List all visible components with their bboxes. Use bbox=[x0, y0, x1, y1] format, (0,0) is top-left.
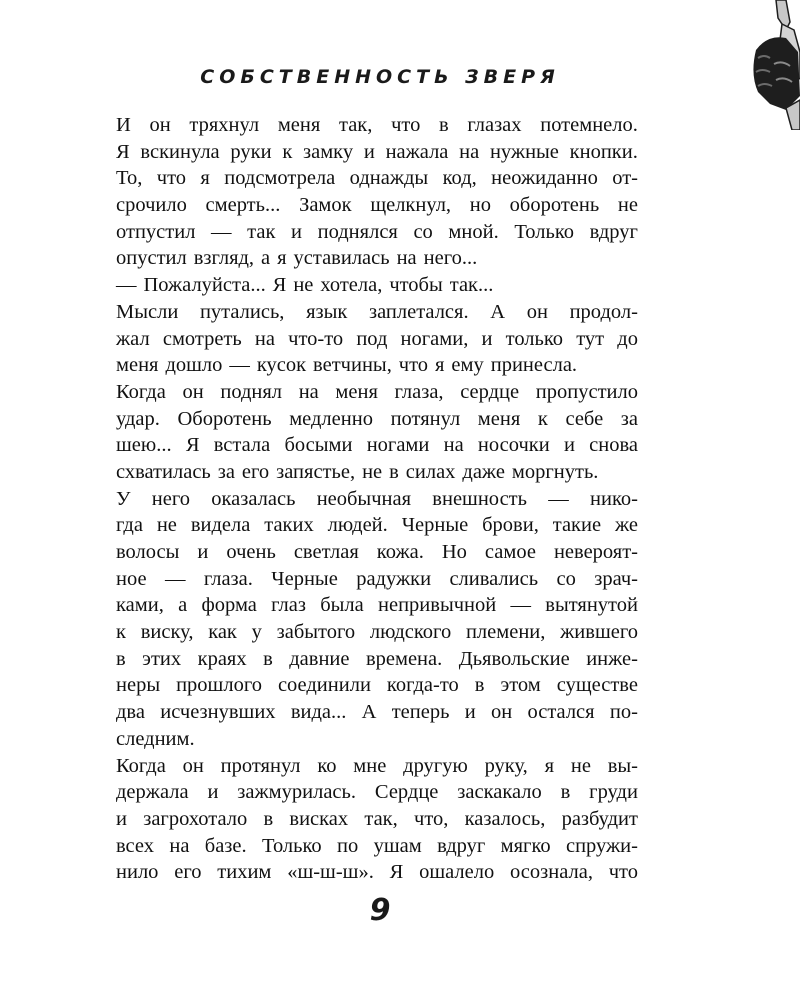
word: на bbox=[396, 247, 417, 270]
word: времена. bbox=[365, 647, 443, 670]
word: у bbox=[251, 621, 262, 644]
word: взгляд, bbox=[193, 247, 255, 270]
word: жившего bbox=[560, 621, 638, 644]
word: его bbox=[241, 460, 270, 483]
text-line bbox=[116, 672, 638, 699]
word: замку bbox=[303, 140, 354, 163]
word: Черные bbox=[271, 567, 338, 590]
word: таких bbox=[264, 514, 314, 537]
word: вдруг bbox=[589, 220, 638, 243]
word: Я bbox=[389, 861, 404, 884]
word: Только bbox=[514, 220, 575, 243]
word: ногами, bbox=[400, 327, 469, 350]
word: кожа. bbox=[376, 541, 424, 563]
word: базе. bbox=[204, 834, 247, 857]
text-line bbox=[116, 806, 638, 833]
word: Только bbox=[261, 834, 322, 857]
word: И bbox=[116, 114, 131, 136]
word: и bbox=[363, 140, 375, 163]
word: он bbox=[182, 380, 204, 403]
word: неры bbox=[116, 674, 161, 697]
word: себе bbox=[565, 407, 604, 430]
word: щелкнул, bbox=[370, 194, 452, 217]
word: отпустил bbox=[116, 220, 196, 243]
word: и bbox=[464, 701, 476, 724]
word: — bbox=[510, 594, 531, 617]
word: Мысли bbox=[116, 300, 179, 323]
word: осознала, bbox=[510, 861, 593, 884]
word: к bbox=[116, 621, 126, 644]
word: невероят- bbox=[553, 541, 638, 563]
word: он bbox=[490, 701, 513, 724]
word: — bbox=[229, 354, 250, 377]
word: руку, bbox=[484, 754, 528, 777]
word: непривычной bbox=[378, 594, 497, 617]
word: — bbox=[164, 567, 186, 590]
word: вытянутой bbox=[545, 594, 638, 617]
word: заскакало bbox=[457, 781, 542, 804]
text-line bbox=[116, 139, 638, 166]
word: мягко bbox=[500, 834, 551, 857]
word: и bbox=[207, 781, 219, 804]
word: на bbox=[254, 327, 275, 350]
word: срочило bbox=[116, 194, 187, 217]
word: Замок bbox=[299, 194, 352, 217]
word: босыми bbox=[284, 434, 353, 457]
text-line bbox=[116, 753, 638, 780]
text-line bbox=[116, 726, 638, 753]
word: ное bbox=[116, 567, 147, 590]
word: дошло bbox=[165, 354, 223, 377]
word: казалось, bbox=[464, 807, 546, 830]
word: ко bbox=[317, 754, 337, 777]
word: к bbox=[537, 407, 548, 430]
word: в bbox=[263, 807, 274, 830]
word: — bbox=[211, 220, 232, 243]
word: что bbox=[391, 114, 421, 136]
word: однажды bbox=[349, 167, 429, 190]
word: заплетался. bbox=[368, 300, 469, 323]
word: не bbox=[617, 194, 638, 217]
word: на bbox=[443, 434, 464, 457]
text-line bbox=[116, 112, 638, 139]
word: соединили bbox=[277, 674, 371, 697]
word: гда bbox=[116, 514, 143, 537]
word: тут bbox=[576, 327, 605, 350]
word: медленно bbox=[289, 407, 373, 430]
word: по- bbox=[609, 701, 638, 724]
word: была bbox=[320, 594, 364, 617]
text-line bbox=[116, 299, 638, 326]
word: инже- bbox=[586, 647, 638, 670]
text-line bbox=[116, 432, 638, 459]
word: путались, bbox=[199, 300, 285, 323]
word: очень bbox=[226, 541, 276, 563]
word: со bbox=[413, 220, 433, 243]
word: шею... bbox=[116, 434, 172, 457]
word: глаза, bbox=[394, 380, 444, 403]
word: Сердце bbox=[374, 781, 439, 804]
word: людей. bbox=[327, 514, 388, 537]
word: как bbox=[208, 621, 237, 644]
word: форма bbox=[201, 594, 257, 617]
word: от- bbox=[612, 167, 638, 190]
word: даже bbox=[462, 460, 505, 483]
word: нажала bbox=[385, 140, 449, 163]
word: так, bbox=[364, 807, 398, 830]
text-line bbox=[116, 699, 638, 726]
word: подсмотрела bbox=[224, 167, 336, 190]
word: в bbox=[116, 647, 126, 670]
word: хотела, bbox=[320, 274, 383, 297]
word: и bbox=[563, 434, 575, 457]
word: только bbox=[505, 327, 564, 350]
word: сердце bbox=[460, 380, 520, 403]
word: носочки bbox=[477, 434, 550, 457]
word: я bbox=[435, 354, 445, 377]
word: Когда bbox=[116, 380, 166, 403]
word: Но bbox=[441, 541, 467, 563]
word: я bbox=[544, 754, 555, 777]
word: и bbox=[481, 327, 493, 350]
beast-claw-illustration bbox=[690, 0, 800, 130]
word: жал bbox=[116, 327, 150, 350]
word: меня bbox=[277, 114, 321, 136]
word: я bbox=[277, 247, 287, 270]
word: принесла. bbox=[490, 354, 578, 377]
text-line bbox=[116, 859, 638, 886]
word: смерть... bbox=[205, 194, 281, 217]
word: А bbox=[361, 701, 377, 724]
word: ками, bbox=[116, 594, 164, 617]
word: по bbox=[337, 834, 359, 857]
word: в bbox=[560, 781, 571, 804]
text-line bbox=[116, 192, 638, 219]
word: что, bbox=[414, 807, 449, 830]
text-line bbox=[116, 165, 638, 192]
word: зажмурилась. bbox=[237, 781, 357, 804]
word: снова bbox=[589, 434, 638, 457]
word: Оборотень bbox=[177, 407, 272, 430]
word: за bbox=[620, 407, 638, 430]
text-line bbox=[116, 539, 638, 566]
word: удар. bbox=[116, 407, 160, 430]
text-line bbox=[116, 326, 638, 353]
word: не bbox=[362, 460, 383, 483]
word: пропустило bbox=[535, 380, 638, 403]
word: глаз bbox=[271, 594, 306, 617]
word: продол- bbox=[569, 300, 638, 323]
word: к bbox=[282, 140, 293, 163]
word: протянул bbox=[220, 754, 301, 777]
word: ушам bbox=[373, 834, 422, 857]
word: на bbox=[169, 834, 190, 857]
word: глаза. bbox=[203, 567, 253, 590]
word: него... bbox=[423, 247, 478, 270]
word: загрохотало bbox=[143, 807, 248, 830]
word: на bbox=[298, 380, 319, 403]
word: Я bbox=[116, 140, 130, 163]
word: прошлого bbox=[176, 674, 262, 697]
word: «ш-ш-ш». bbox=[287, 861, 374, 884]
word: виску, bbox=[140, 621, 194, 644]
word: такие bbox=[552, 514, 602, 537]
word: поднялся bbox=[317, 220, 398, 243]
word: так bbox=[247, 220, 276, 243]
word: племени, bbox=[465, 621, 546, 644]
word: два bbox=[116, 701, 145, 724]
word: груди bbox=[589, 781, 638, 804]
word: волосы bbox=[116, 541, 180, 563]
word: ему bbox=[451, 354, 484, 377]
text-line bbox=[116, 592, 638, 619]
word: в bbox=[439, 114, 449, 136]
text-line bbox=[116, 245, 638, 272]
word: так, bbox=[338, 114, 373, 136]
word: мне bbox=[353, 754, 387, 777]
word: оборотень bbox=[509, 194, 600, 217]
word: уставилась bbox=[293, 247, 390, 270]
word: У bbox=[116, 487, 131, 510]
word: другую bbox=[403, 754, 468, 777]
word: Я bbox=[272, 274, 287, 297]
word: не bbox=[156, 514, 177, 537]
word: язык bbox=[306, 300, 348, 323]
word: под bbox=[356, 327, 388, 350]
text-line bbox=[116, 379, 638, 406]
word: код, bbox=[442, 167, 477, 190]
running-head-title: СОБСТВЕННОСТЬ ЗВЕРЯ bbox=[200, 66, 560, 88]
word: сливались bbox=[449, 567, 539, 590]
word: нило bbox=[116, 861, 159, 884]
word: меня bbox=[116, 354, 159, 377]
word: глазах bbox=[467, 114, 522, 136]
word: нико- bbox=[590, 487, 638, 510]
word: в bbox=[474, 674, 485, 697]
word: Я bbox=[185, 434, 200, 457]
word: Пожалуйста... bbox=[143, 274, 266, 297]
word: опустил bbox=[116, 247, 187, 270]
word: самое bbox=[484, 541, 536, 563]
word: людского bbox=[369, 621, 452, 644]
word: я bbox=[200, 167, 210, 190]
word: встала bbox=[213, 434, 271, 457]
word: а bbox=[178, 594, 188, 617]
word: зрач- bbox=[594, 567, 638, 590]
word: руки bbox=[230, 140, 272, 163]
word: ногами bbox=[366, 434, 430, 457]
word: поднял bbox=[220, 380, 283, 403]
word: исчезнувших bbox=[160, 701, 276, 724]
word: внешность bbox=[432, 487, 527, 510]
word: оказалась bbox=[211, 487, 296, 510]
word: и bbox=[291, 220, 303, 243]
word: ветчины, bbox=[313, 354, 392, 377]
word: он bbox=[149, 114, 171, 136]
text-line bbox=[116, 352, 638, 379]
word: же bbox=[614, 514, 638, 537]
word: висках bbox=[289, 807, 349, 830]
word: теперь bbox=[391, 701, 450, 724]
word: потемнело. bbox=[540, 114, 638, 136]
text-line bbox=[116, 406, 638, 433]
word: видела bbox=[190, 514, 251, 537]
word: меня bbox=[477, 407, 521, 430]
text-line bbox=[116, 486, 638, 513]
word: существе bbox=[556, 674, 638, 697]
word: и bbox=[197, 541, 209, 563]
word: схватилась bbox=[116, 460, 211, 483]
word: что bbox=[398, 354, 429, 377]
word: — bbox=[116, 274, 137, 297]
word: меня bbox=[335, 380, 378, 403]
word: силах bbox=[405, 460, 456, 483]
text-line bbox=[116, 272, 638, 299]
word: тихим bbox=[217, 861, 272, 884]
word: но bbox=[469, 194, 491, 217]
text-line bbox=[116, 779, 638, 806]
word: кнопки. bbox=[569, 140, 638, 163]
word: на bbox=[459, 140, 480, 163]
word: светлая bbox=[293, 541, 359, 563]
word: и bbox=[116, 807, 127, 830]
word: в bbox=[263, 647, 273, 670]
word: что bbox=[608, 861, 638, 884]
word: этих bbox=[142, 647, 182, 670]
word: кусок bbox=[256, 354, 307, 377]
word: давние bbox=[289, 647, 350, 670]
word: него bbox=[151, 487, 190, 510]
word: не bbox=[293, 274, 314, 297]
word: смотреть bbox=[162, 327, 242, 350]
text-line bbox=[116, 566, 638, 593]
word: за bbox=[217, 460, 235, 483]
word: спружи- bbox=[565, 834, 638, 857]
word: необычная bbox=[316, 487, 412, 510]
word: тряхнул bbox=[189, 114, 260, 136]
word: до bbox=[617, 327, 638, 350]
word: так... bbox=[449, 274, 494, 297]
word: он bbox=[182, 754, 204, 777]
text-line bbox=[116, 219, 638, 246]
word: забытого bbox=[276, 621, 356, 644]
word: его bbox=[174, 861, 202, 884]
word: потянул bbox=[390, 407, 461, 430]
word: разбудит bbox=[561, 807, 638, 830]
word: что bbox=[156, 167, 187, 190]
word: Дьявольские bbox=[458, 647, 570, 670]
word: нужные bbox=[489, 140, 559, 163]
word: держала bbox=[116, 781, 189, 804]
word: То, bbox=[116, 167, 143, 190]
page-number: 9 bbox=[369, 893, 391, 928]
word: не bbox=[570, 754, 591, 777]
text-line bbox=[116, 459, 638, 486]
word: этом bbox=[500, 674, 541, 697]
word: следним. bbox=[116, 727, 195, 750]
word: что-то bbox=[288, 327, 344, 350]
word: чтобы bbox=[389, 274, 443, 297]
word: со bbox=[556, 567, 576, 590]
text-line bbox=[116, 512, 638, 539]
word: он bbox=[526, 300, 548, 323]
word: мной. bbox=[448, 220, 499, 243]
word: краях bbox=[197, 647, 247, 670]
word: Черные bbox=[401, 514, 469, 537]
word: вы- bbox=[607, 754, 638, 777]
word: А bbox=[490, 300, 506, 323]
word: а bbox=[261, 247, 271, 270]
text-line bbox=[116, 833, 638, 860]
word: когда-то bbox=[386, 674, 459, 697]
word: вскинула bbox=[140, 140, 220, 163]
word: радужки bbox=[356, 567, 432, 590]
word: остался bbox=[527, 701, 595, 724]
word: неожиданно bbox=[491, 167, 598, 190]
word: вдруг bbox=[437, 834, 486, 857]
word: запястье, bbox=[276, 460, 356, 483]
text-line bbox=[116, 646, 638, 673]
word: моргнуть. bbox=[511, 460, 599, 483]
body-text bbox=[116, 112, 638, 886]
word: в bbox=[389, 460, 399, 483]
word: — bbox=[548, 487, 569, 510]
word: Когда bbox=[116, 754, 166, 777]
word: всех bbox=[116, 834, 154, 857]
word: ошалело bbox=[419, 861, 495, 884]
text-line bbox=[116, 619, 638, 646]
word: вида... bbox=[290, 701, 347, 724]
word: брови, bbox=[482, 514, 539, 537]
